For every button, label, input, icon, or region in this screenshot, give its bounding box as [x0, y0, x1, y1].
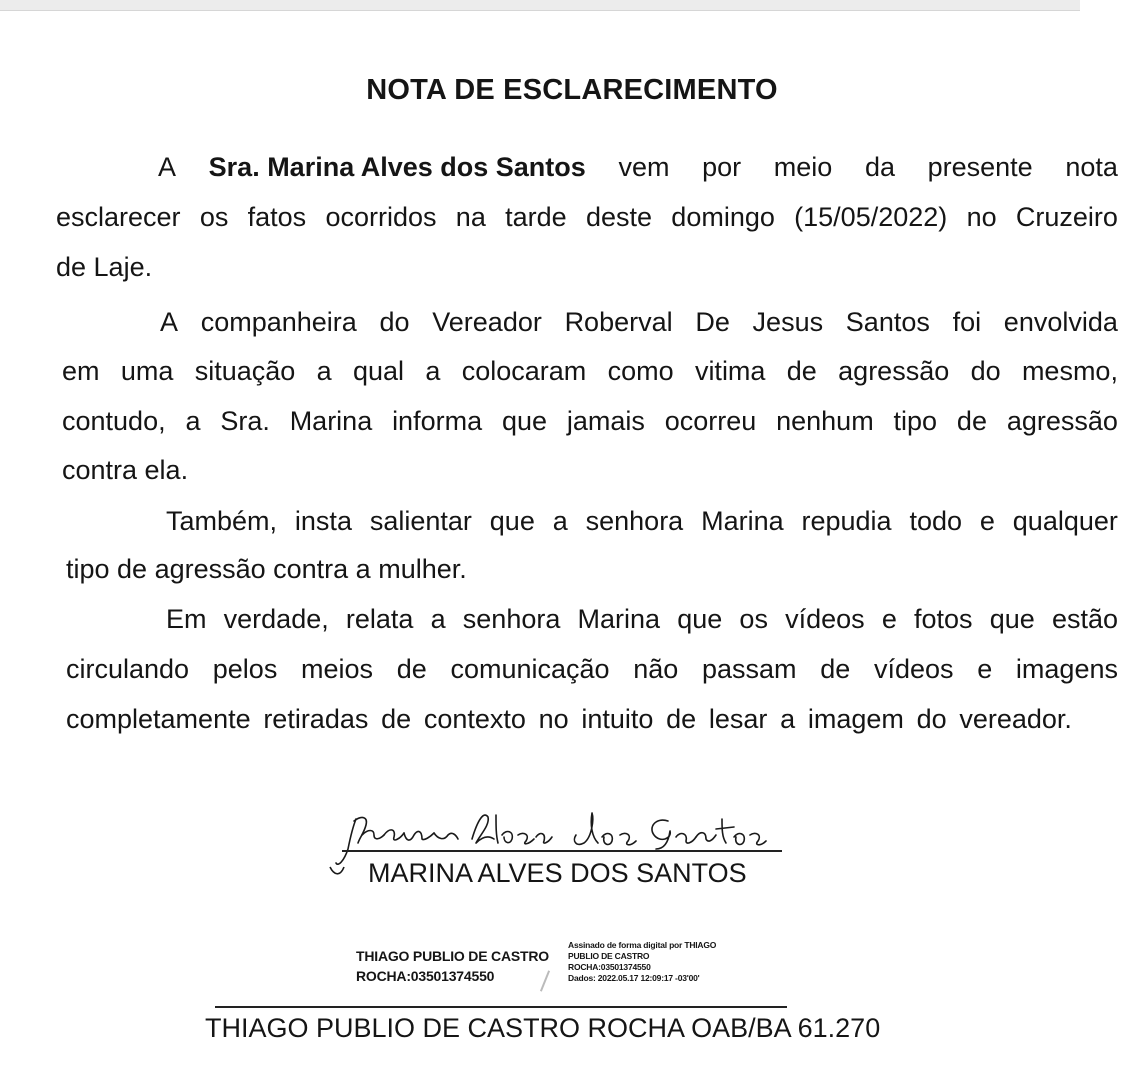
word: colocaram	[461, 356, 587, 386]
word: Marina	[289, 406, 373, 436]
word: que	[989, 604, 1035, 634]
word: informa	[392, 406, 483, 436]
digital-signer-name	[356, 946, 549, 986]
word: de	[666, 704, 697, 734]
word: Vereador	[432, 307, 542, 337]
word: repudia	[801, 506, 892, 536]
lawyer-name: THIAGO PUBLIO DE CASTRO ROCHA OAB/BA 61.270	[205, 1013, 881, 1043]
word: Roberval	[564, 307, 673, 337]
text-line: contra ela.	[62, 455, 189, 485]
signature-line	[342, 850, 782, 852]
word: passam	[701, 654, 797, 684]
text-line	[66, 702, 1072, 736]
word: jamais	[566, 406, 645, 436]
word: em	[62, 356, 100, 386]
word: companheira	[200, 307, 357, 337]
text-line	[158, 150, 1118, 184]
word: presente	[927, 152, 1033, 182]
word: circulando	[66, 654, 190, 684]
word: comunicação	[450, 654, 610, 684]
word: fatos	[247, 202, 307, 232]
word: domingo	[671, 202, 775, 232]
word: tarde	[505, 202, 567, 232]
word: a	[780, 704, 796, 734]
text-line: de Laje.	[56, 252, 153, 282]
word: a	[552, 506, 568, 536]
word: lesar	[708, 704, 768, 734]
word: pelos	[212, 654, 278, 684]
word: que	[489, 506, 535, 536]
word: do	[916, 704, 947, 734]
word: imagens	[1015, 654, 1118, 684]
signer-name: MARINA ALVES DOS SANTOS	[368, 858, 747, 888]
text-line	[56, 200, 1118, 234]
word: relata	[345, 604, 414, 634]
word: completamente	[66, 704, 251, 734]
text-line	[62, 354, 1118, 388]
word: Em	[166, 604, 207, 634]
word: vitima	[694, 356, 766, 386]
word: meios	[301, 654, 374, 684]
word: vídeos	[873, 654, 954, 684]
word: contexto	[423, 704, 526, 734]
word: Também,	[166, 506, 278, 536]
word: e	[881, 604, 897, 634]
word: qualquer	[1012, 506, 1118, 536]
word: tipo	[893, 406, 938, 436]
word: (15/05/2022)	[794, 202, 948, 232]
word: agressão	[1006, 406, 1118, 436]
word: A	[158, 152, 177, 182]
bold-name: Sra. Marina Alves dos Santos	[208, 152, 586, 182]
word: e	[979, 506, 995, 536]
word: deste	[585, 202, 653, 232]
word: de	[396, 654, 427, 684]
word: Marina	[577, 604, 661, 634]
word: de	[786, 356, 817, 386]
word: estão	[1051, 604, 1118, 634]
lawyer-signature-line	[215, 1006, 787, 1008]
text-line	[62, 404, 1118, 438]
word: esclarecer	[56, 202, 181, 232]
word: insta	[294, 506, 352, 536]
text-line	[66, 652, 1118, 686]
word: mesmo,	[1021, 356, 1118, 386]
word: os	[739, 604, 768, 634]
word: ocorreu	[664, 406, 757, 436]
word: nota	[1065, 152, 1118, 182]
word: qual	[352, 356, 405, 386]
word: vídeos	[785, 604, 865, 634]
word: todo	[909, 506, 962, 536]
word: vereador.	[959, 704, 1072, 734]
word: A	[160, 307, 179, 337]
word: De	[695, 307, 730, 337]
word: do	[379, 307, 410, 337]
word: da	[864, 152, 895, 182]
word: salientar	[369, 506, 472, 536]
word: retiradas	[263, 704, 369, 734]
word: a	[425, 356, 441, 386]
digital-signature-details	[568, 940, 716, 984]
word: Cruzeiro	[1015, 202, 1118, 232]
word: vem	[618, 152, 670, 182]
word: de	[956, 406, 987, 436]
digital-signer-name-line2: ROCHA:03501374550	[356, 968, 495, 984]
word: no	[538, 704, 569, 734]
word: verdade,	[223, 604, 329, 634]
word: ocorridos	[325, 202, 437, 232]
word: uma	[120, 356, 174, 386]
digital-signature-meta-line: PUBLIO DE CASTRO	[568, 951, 650, 961]
text-line: tipo de agressão contra a mulher.	[66, 554, 467, 584]
text-line	[166, 504, 1118, 538]
word: a	[430, 604, 446, 634]
word: contudo,	[62, 406, 166, 436]
word: que	[501, 406, 547, 436]
signature-block	[330, 805, 790, 895]
word: de	[381, 704, 412, 734]
word: intuito	[581, 704, 654, 734]
word: nenhum	[776, 406, 874, 436]
text-line	[160, 305, 1118, 339]
word: na	[455, 202, 486, 232]
digital-signature-meta-line: Dados: 2022.05.17 12:09:17 -03'00'	[568, 973, 700, 983]
word: como	[607, 356, 674, 386]
word: a	[185, 406, 201, 436]
digital-signature-meta-line: Assinado de forma digital por THIAGO	[568, 940, 717, 950]
word: imagem	[807, 704, 904, 734]
word: envolvida	[1003, 307, 1118, 337]
word: Marina	[701, 506, 784, 536]
word: e	[977, 654, 993, 684]
word: que	[677, 604, 723, 634]
word: Santos	[845, 307, 930, 337]
document-title: NOTA DE ESCLARECIMENTO	[366, 74, 778, 106]
word: meio	[773, 152, 833, 182]
digital-signer-name-line1: THIAGO PUBLIO DE CASTRO	[356, 948, 549, 964]
word: por	[702, 152, 742, 182]
word: de	[820, 654, 851, 684]
word: os	[199, 202, 229, 232]
word: no	[966, 202, 997, 232]
word: situação	[194, 356, 296, 386]
word: a	[316, 356, 332, 386]
word: Jesus	[752, 307, 824, 337]
word: senhora	[462, 604, 561, 634]
word: Sra.	[220, 406, 270, 436]
digital-signature-stamp	[356, 940, 776, 1006]
word: agressão	[838, 356, 950, 386]
word: fotos	[914, 604, 973, 634]
word: não	[633, 654, 679, 684]
handwritten-signature	[330, 805, 790, 865]
word: do	[970, 356, 1001, 386]
word: senhora	[585, 506, 684, 536]
word: foi	[952, 307, 982, 337]
digital-signature-meta-line: ROCHA:03501374550	[568, 962, 651, 972]
text-line	[166, 602, 1118, 636]
